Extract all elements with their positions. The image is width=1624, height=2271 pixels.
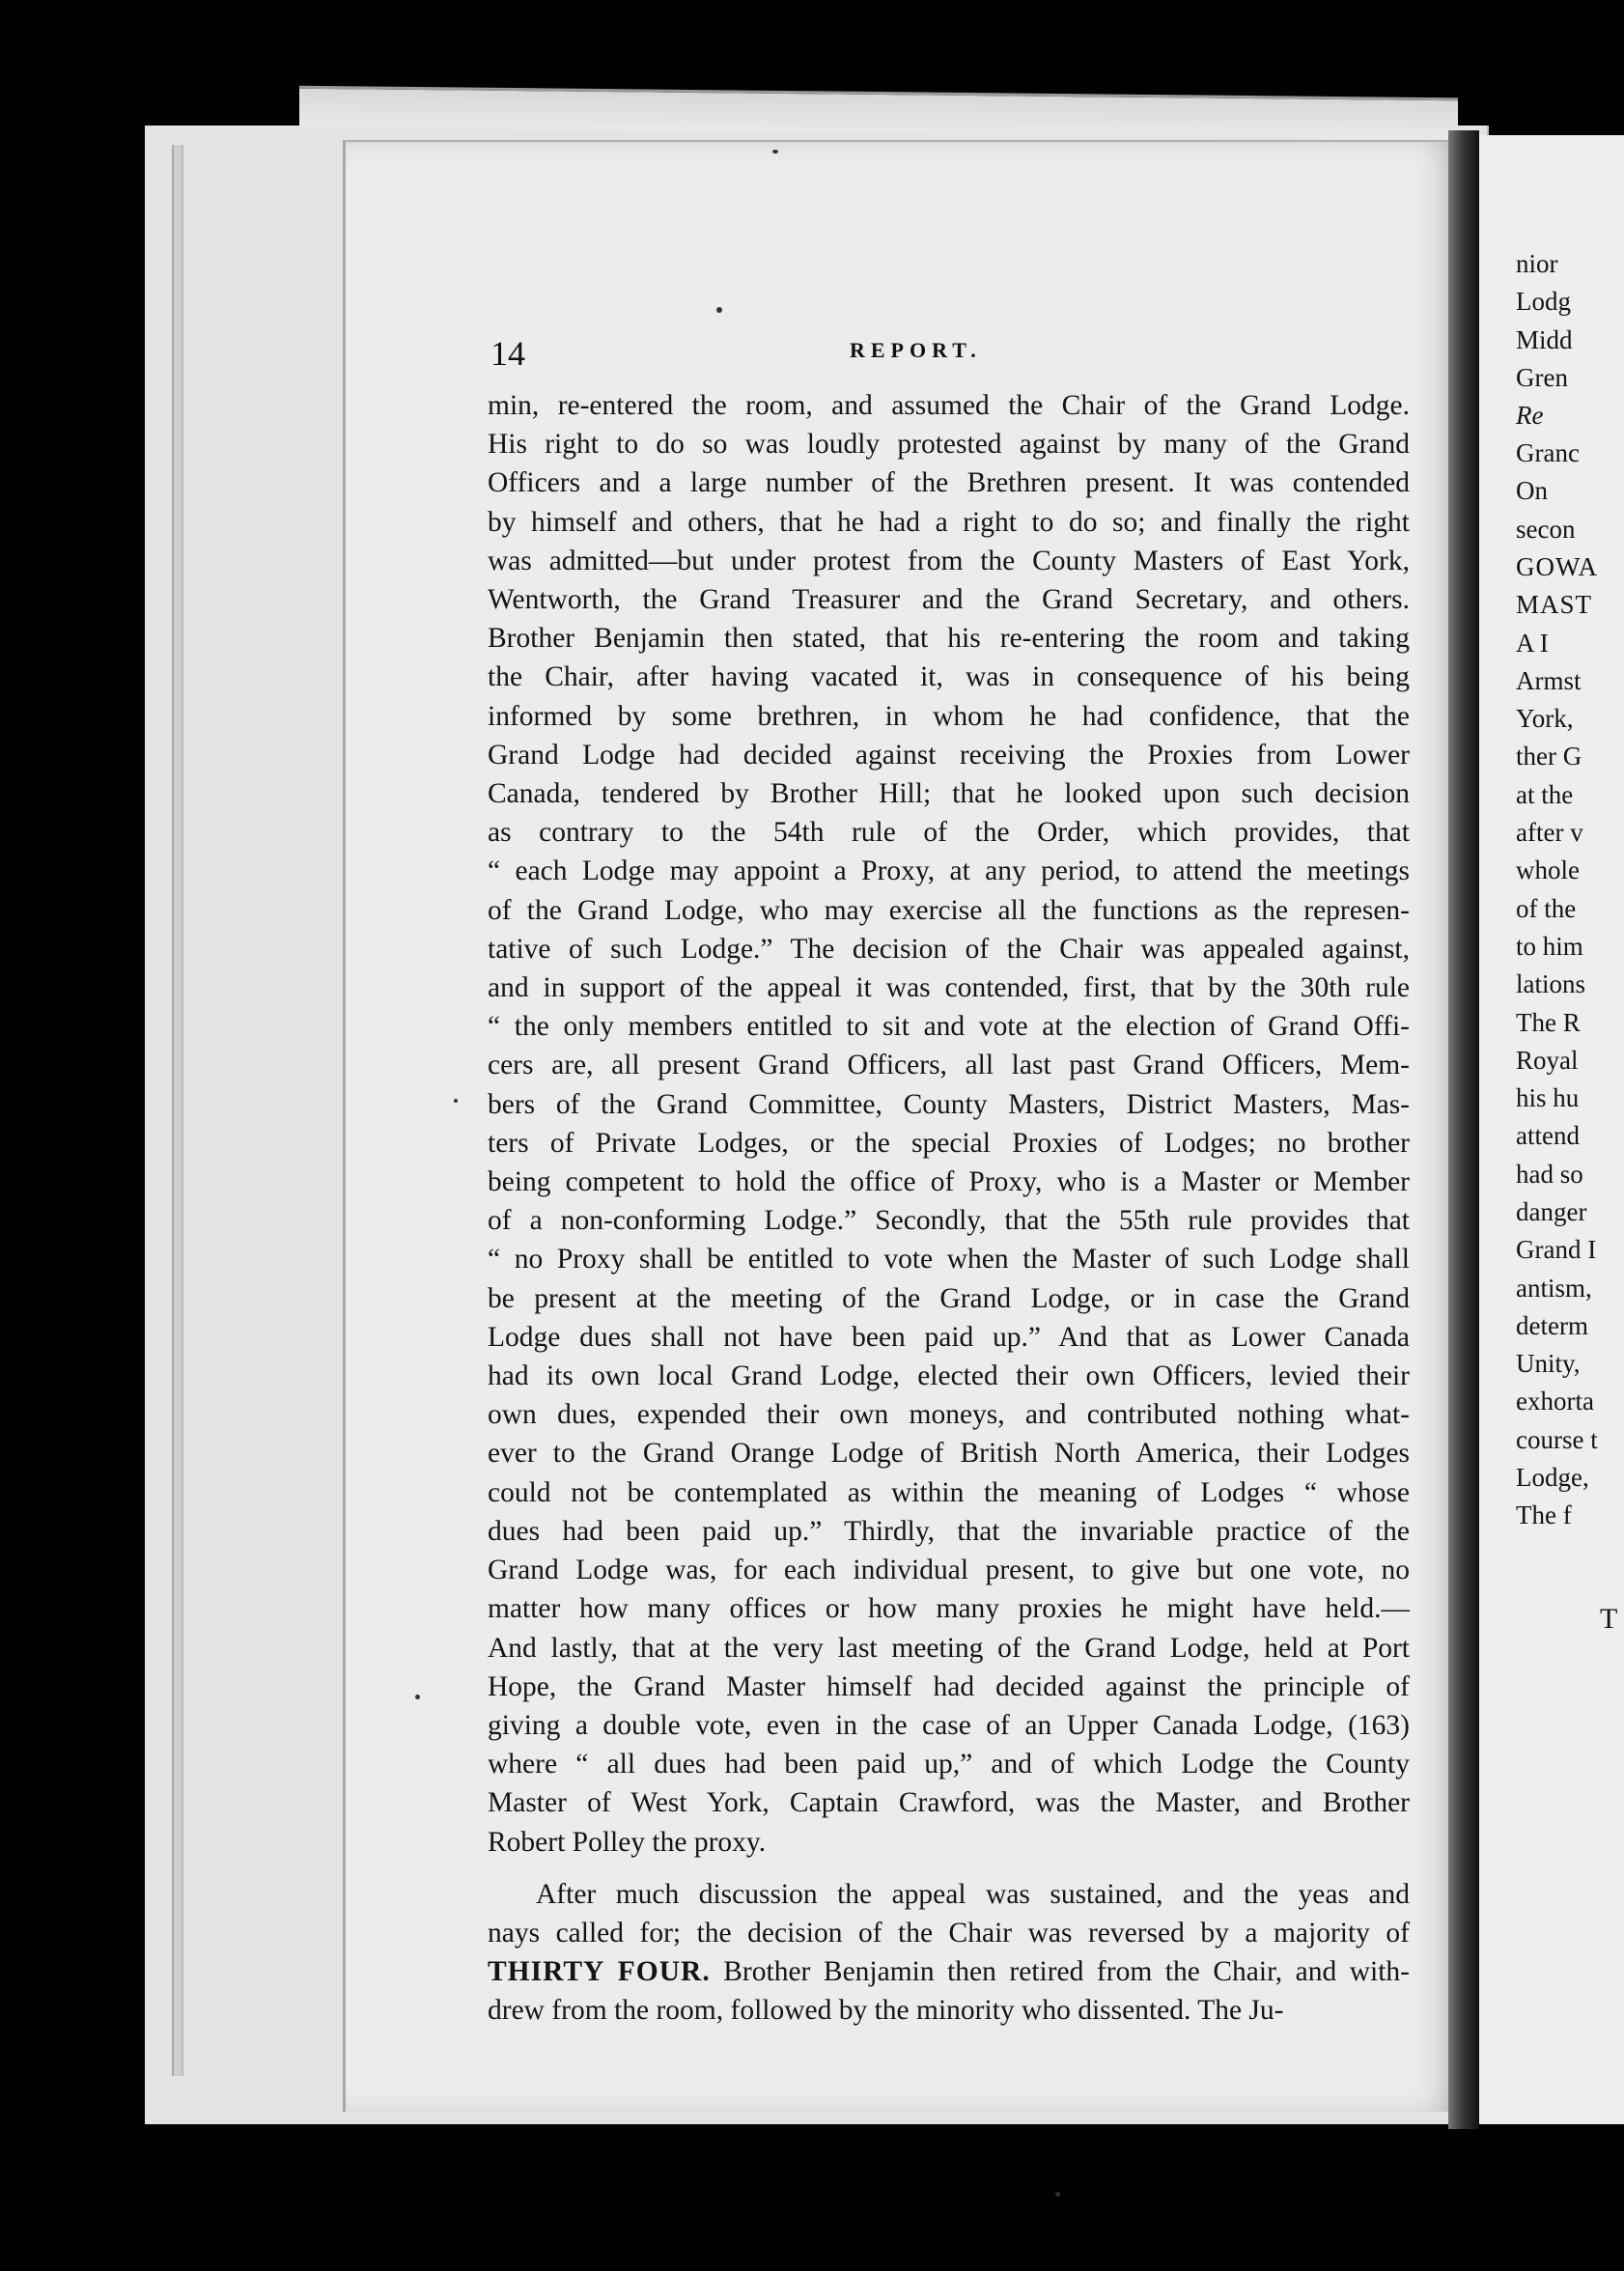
text-line: After much discussion the appeal was sustained, and the yeas and — [536, 1878, 1410, 1910]
text-line: could not be contemplated as within the meaning of Lodges “ whose — [488, 1476, 1410, 1508]
dust-speck — [415, 1695, 420, 1699]
right-page-line: danger — [1516, 1197, 1587, 1226]
right-page-line: determ — [1516, 1311, 1588, 1340]
paragraph-gap — [488, 1862, 1410, 1875]
text-line: matter how many offices or how many proxies he might have held.— — [488, 1593, 1410, 1625]
text-line: Hope, the Grand Master himself had decided against the principle of — [488, 1670, 1410, 1702]
right-page-line: Lodg — [1516, 287, 1571, 316]
right-page-line: MAST — [1516, 590, 1593, 619]
right-page-line: whole — [1516, 855, 1580, 884]
text-line: cers are, all present Grand Officers, all last past Grand Officers, Mem- — [488, 1050, 1410, 1081]
right-page-fragment — [1479, 135, 1624, 2124]
text-line: Robert Polley the proxy. — [488, 1826, 767, 1858]
text-line: “ the only members entitled to sit and vote at the election of Grand Offi- — [488, 1011, 1410, 1043]
right-page-line: Midd — [1516, 325, 1573, 354]
right-page-line: lations — [1516, 969, 1585, 998]
dust-speck — [772, 150, 778, 154]
text-line: of a non-conforming Lodge.” Secondly, that the 55th rule provides that — [488, 1205, 1410, 1237]
right-page-line: Grand I — [1516, 1235, 1597, 1264]
text-line: Grand Lodge had decided against receiving the Proxies from Lower — [488, 739, 1410, 771]
right-page-line: York, — [1516, 704, 1574, 733]
text-line: and in support of the appeal it was contended, first, that by the 30th rule — [488, 972, 1410, 1004]
dust-speck — [1055, 2192, 1060, 2197]
right-page-line: course t — [1516, 1425, 1598, 1454]
text-line: had its own local Grand Lodge, elected their own Officers, levied their — [488, 1360, 1410, 1392]
right-page-line: to him — [1516, 932, 1583, 961]
text-line: His right to do so was loudly protested against by many of the Grand — [488, 429, 1410, 461]
right-page-line: exhorta — [1516, 1387, 1594, 1416]
running-head: REPORT. — [850, 338, 982, 362]
right-page-line: The f — [1516, 1500, 1572, 1529]
right-page-line: ther G — [1516, 742, 1582, 771]
right-page-line: Re — [1516, 401, 1544, 430]
text-line: ever to the Grand Orange Lodge of British North America, their Lodges — [488, 1438, 1410, 1470]
text-line: where “ all dues had been paid up,” and of which Lodge the County — [488, 1749, 1410, 1780]
text-line: Master of West York, Captain Crawford, was the Master, and Brother — [488, 1787, 1410, 1819]
right-page-line: A I — [1516, 629, 1549, 658]
right-page-line: Royal — [1516, 1046, 1579, 1075]
text-line: Grand Lodge was, for each individual present, to give but one vote, no — [488, 1555, 1410, 1586]
book-gutter — [1448, 130, 1479, 2129]
right-page-line: antism, — [1516, 1274, 1592, 1303]
right-page-line: Armst — [1516, 666, 1582, 695]
right-page-line: Unity, — [1516, 1349, 1581, 1378]
text-line: THIRTY FOUR. Brother Benjamin then retired from the Chair, and with- — [488, 1956, 1410, 1988]
right-page-line: attend — [1516, 1121, 1580, 1150]
text-line: dues had been paid up.” Thirdly, that the invariable practice of the — [488, 1515, 1410, 1547]
text-line: the Chair, after having vacated it, was in consequence of his being — [488, 661, 1410, 693]
text-line: ters of Private Lodges, or the special Proxies of Lodges; no brother — [488, 1127, 1410, 1159]
paragraph-2 — [488, 1875, 1410, 2031]
text-line: drew from the room, followed by the minority who dissented. The Ju- — [488, 1995, 1284, 2027]
paragraph-1 — [488, 386, 1410, 1862]
right-page-line: Lodge, — [1516, 1463, 1589, 1492]
text-line: own dues, expended their own moneys, and contributed nothing what- — [488, 1399, 1410, 1431]
text-line: “ no Proxy shall be entitled to vote when the Master of such Lodge shall — [488, 1244, 1410, 1276]
right-page-fragment-letter: T — [1600, 1603, 1618, 1635]
right-page-line: his hu — [1516, 1083, 1580, 1112]
text-line: Lodge dues shall not have been paid up.” And that as Lower Canada — [488, 1321, 1410, 1353]
text-line: bers of the Grand Committee, County Masters, District Masters, Mas- — [488, 1088, 1410, 1120]
text-line: Officers and a large number of the Brethren present. It was contended — [488, 467, 1410, 499]
text-line: being competent to hold the office of Proxy, who is a Master or Member — [488, 1166, 1410, 1198]
text-line: tative of such Lodge.” The decision of the Chair was appealed against, — [488, 933, 1410, 965]
text-line: informed by some brethren, in whom he had confidence, that the — [488, 700, 1410, 732]
right-page-line: after v — [1516, 818, 1583, 847]
right-page-line: Granc — [1516, 438, 1580, 467]
text-line: be present at the meeting of the Grand Lodge, or in case the Grand — [488, 1282, 1410, 1314]
dust-speck — [454, 1099, 458, 1103]
text-line: nays called for; the decision of the Chair was reversed by a majority of — [488, 1917, 1410, 1949]
right-page-line: nior — [1516, 249, 1558, 278]
right-page-line: secon — [1516, 515, 1576, 544]
right-page-line: On — [1516, 476, 1548, 505]
right-page-line: The R — [1516, 1008, 1581, 1037]
text-line: “ each Lodge may appoint a Proxy, at any period, to attend the meetings — [488, 855, 1410, 887]
text-line: giving a double vote, even in the case of an Upper Canada Lodge, (163) — [488, 1709, 1410, 1741]
text-line: as contrary to the 54th rule of the Order, which provides, that — [488, 817, 1410, 849]
right-page-line: Gren — [1516, 363, 1568, 392]
text-line: by himself and others, that he had a right to do so; and finally the right — [488, 506, 1410, 538]
right-page-line: of the — [1516, 894, 1577, 923]
text-line: min, re-entered the room, and assumed the Chair of the Grand Lodge. — [488, 390, 1410, 421]
body-text — [488, 386, 1410, 2031]
right-page-line: at the — [1516, 780, 1574, 809]
text-line: was admitted—but under protest from the County Masters of East York, — [488, 545, 1410, 576]
page-number: 14 — [490, 334, 525, 373]
text-line: Wentworth, the Grand Treasurer and the Grand Secretary, and others. — [488, 584, 1410, 616]
dust-speck — [716, 307, 722, 313]
right-page-line: had so — [1516, 1160, 1583, 1189]
text-line: Brother Benjamin then stated, that his re-entering the room and taking — [488, 623, 1410, 655]
page-stack-line — [172, 145, 183, 2076]
text-line: Canada, tendered by Brother Hill; that he looked upon such decision — [488, 778, 1410, 810]
text-line: of the Grand Lodge, who may exercise all the functions as the represen- — [488, 894, 1410, 926]
text-line: And lastly, that at the very last meeting of the Grand Lodge, held at Port — [488, 1632, 1410, 1664]
right-page-line: GOWA — [1516, 552, 1598, 581]
